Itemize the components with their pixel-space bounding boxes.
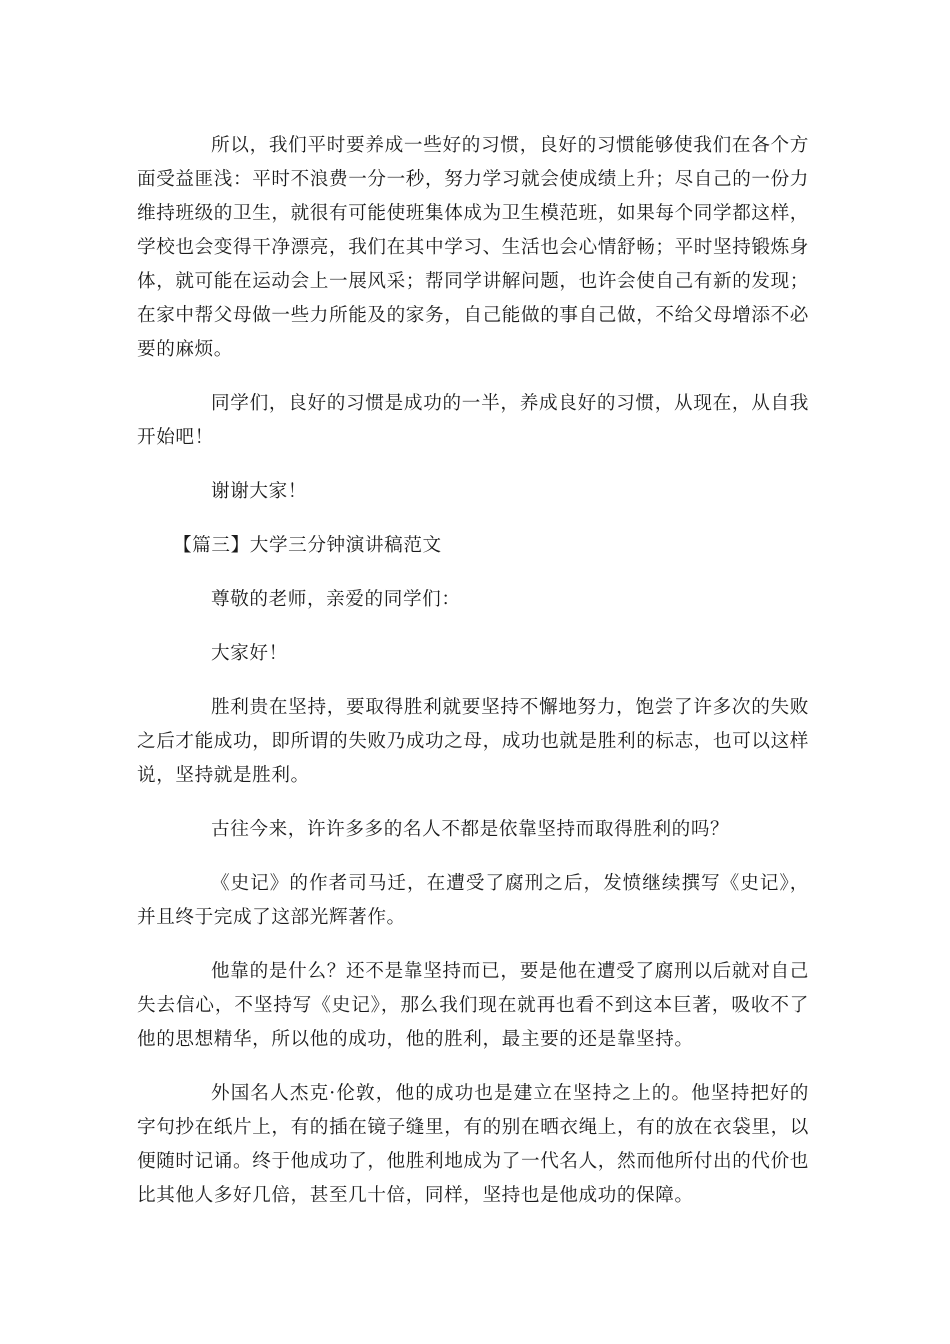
paragraph-jack-london: 外国名人杰克·伦敦，他的成功也是建立在坚持之上的。他坚持把好的字句抄在纸片上，有的插在镜子缝里，有的别在晒衣绳上，有的放在衣袋里，以便随时记诵。终于他成功了，他胜利地成为了一代名人，然而他所付出的代价也比其他人多好几倍，甚至几十倍，同样，坚持也是他成功的保障。 [137,1083,809,1206]
paragraph-salutation: 尊敬的老师，亲爱的同学们： [211,589,461,610]
paragraph-question: 古往今来，许许多多的名人不都是依靠坚持而取得胜利的吗？ [211,819,730,840]
paragraph-habits-conclusion: 同学们，良好的习惯是成功的一半，养成良好的习惯，从现在，从自我开始吧！ [137,393,809,448]
paragraph-persistence: 胜利贵在坚持，要取得胜利就要坚持不懈地努力，饱尝了许多次的失败之后才能成功，即所谓的失败乃成功之母，成功也就是胜利的标志，也可以这样说，坚持就是胜利。 [137,697,809,786]
paragraph-habits: 所以，我们平时要养成一些好的习惯，良好的习惯能够使我们在各个方面受益匪浅：平时不浪费一分一秒，努力学习就会使成绩上升；尽自己的一份力维持班级的卫生，就很有可能使班集体成为卫生模范班，如果每个同学都这样，学校也会变得干净漂亮，我们在其中学习、生活也会心情舒畅；平时坚持锻炼身体，就可能在运动会上一展风采；帮同学讲解问题，也许会使自己有新的发现；在家中帮父母做一些力所能及的家务，自己能做的事自己做，不给父母增添不必要的麻烦。 [137,135,809,360]
document-body [137,129,809,1233]
paragraph-sima-qian: 《史记》的作者司马迁，在遭受了腐刑之后，发愤继续撰写《史记》，并且终于完成了这部光辉著作。 [137,873,809,928]
paragraph-sima-qian-reason: 他靠的是什么？还不是靠坚持而已，要是他在遭受了腐刑以后就对自己失去信心，不坚持写《史记》，那么我们现在就再也看不到这本巨著，吸收不了他的思想精华，所以他的成功，他的胜利，最主要的还是靠坚持。 [137,961,809,1050]
paragraph-greeting: 大家好！ [211,643,288,664]
paragraph-thanks: 谢谢大家！ [211,481,307,502]
section-heading: 【篇三】大学三分钟演讲稿范文 [173,535,442,556]
